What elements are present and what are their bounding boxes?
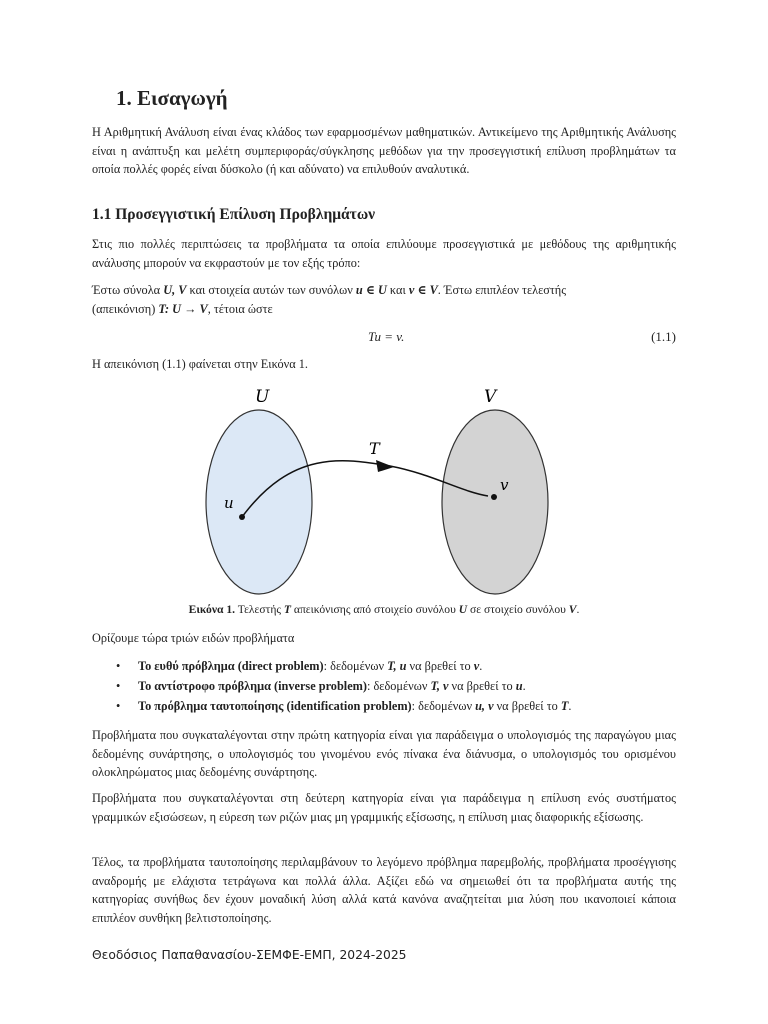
arrow-head — [376, 460, 394, 472]
page-footer: Θεοδόσιος Παπαθανασίου-ΣΕΜΦΕ-ΕΜΠ, 2024-2025 — [92, 948, 407, 962]
p3-text-6: , τέτοια ώστε — [207, 301, 273, 316]
label-V: V — [484, 387, 497, 407]
list-item-text: : δεδομένων — [323, 659, 388, 673]
caption-text-2: απεικόνισης από στοιχείο συνόλου — [290, 603, 459, 616]
bullet-icon: • — [116, 659, 121, 673]
paragraph-5: Ορίζουμε τώρα τριών ειδών προβλήματα — [92, 631, 295, 645]
caption-label: Εικόνα 1. — [188, 603, 236, 616]
list-item-title: Το ευθύ πρόβλημα (direct problem) — [138, 659, 324, 673]
p3-math-sets: U, V — [163, 283, 187, 297]
p3-text-2: και στοιχεία αυτών των συνόλων — [186, 283, 356, 297]
p3-text-4: . Έστω επιπλέον τελεστής — [437, 283, 567, 297]
caption-text-3: σε στοιχείο συνόλου — [467, 603, 569, 616]
p3-math-u: u ∈ U — [355, 283, 387, 297]
p3-text-1: Έστω σύνολα — [92, 283, 164, 297]
paragraph-8: Τέλος, τα προβλήματα ταυτοποίησης περιλαμβάνουν το λεγόμενο πρόβλημα παρεμβολής, προβλήματα προσέγγισης αναδρομής με ελάχιστα τετράγωνα και πολλά άλλα. Αξίζει εδώ να σημειωθεί ότι τα προβλήματα αυτής της κατηγορίας συνήθως δεν έχουν μοναδική λύση αλλά κατά κανόνα αναζητείται μια λύση που ικανοποιεί κάποια επιπλέον συνθήκη βελτιστοποίησης. — [92, 855, 676, 925]
list-item-end: . — [479, 659, 483, 673]
set-U-ellipse — [206, 410, 312, 594]
list-item-text: : δεδομένων — [411, 699, 476, 713]
label-U: U — [255, 387, 270, 407]
paragraph-3 — [92, 281, 676, 318]
label-T: T — [369, 439, 380, 458]
caption-math-U: U — [458, 603, 468, 616]
equation — [92, 329, 676, 347]
list-item — [116, 676, 676, 696]
problem-list — [116, 656, 676, 716]
caption-text-4: . — [576, 603, 580, 616]
paragraph-4: Η απεικόνιση (1.1) φαίνεται στην Εικόνα 1. — [92, 357, 308, 371]
point-v — [491, 494, 497, 500]
list-item — [116, 696, 676, 716]
list-item-title: Το πρόβλημα ταυτοποίησης (identification problem) — [138, 699, 412, 713]
paragraph-2: Στις πιο πολλές περιπτώσεις τα προβλήματα τα οποία επιλύουμε προσεγγιστικά με μεθόδους της αριθμητικής ανάλυσης μπορούν να εκφραστούν με τον εξής τρόπο: — [92, 237, 676, 270]
set-V-ellipse — [442, 410, 548, 594]
list-item — [116, 656, 676, 676]
figure-caption — [92, 603, 676, 616]
p3-math-operator: T: U → V — [158, 301, 208, 316]
intro-paragraph: Η Αριθμητική Ανάλυση είναι ένας κλάδος των εφαρμοσμένων μαθηματικών. Αντικείμενο της Αριθμητικής Ανάλυσης είναι η ανάπτυξη και μελέτη συμπεριφοράς/σύγκλησης μεθόδων για την προσεγγιστική επίλυση προβλημάτων τα οποία πολλές φορές είναι δύσκολο (ή και αδύνατο) να επιλυθούν αναλυτικά. — [92, 125, 676, 176]
list-item-target: T — [560, 699, 569, 713]
p3-text-3: και — [386, 283, 409, 297]
caption-math-V: V — [568, 603, 577, 616]
list-item-title: Το αντίστροφο πρόβλημα (inverse problem) — [138, 679, 368, 693]
subsection-title: 1.1 Προσεγγιστική Επίλυση Προβλημάτων — [92, 206, 376, 223]
label-u: u — [224, 494, 234, 512]
caption-text-1: Τελεστής — [235, 603, 284, 616]
list-item-rest: να βρεθεί το — [406, 659, 474, 673]
section-number: 1. — [116, 86, 132, 110]
paragraph-6: Προβλήματα που συγκαταλέγονται στην πρώτη κατηγορία είναι για παράδειγμα ο υπολογισμός της παραγώγου μιας δεδομένης συνάρτησης, ο υπολογισμός του γινομένου ενός πίνακα ένα διάνυσμα, ο υπολογισμός του ορισμένου ολοκληρώματος μιας δεδομένης συνάρτησης. — [92, 728, 676, 779]
equation-number: (1.1) — [651, 329, 676, 344]
list-item-given: T, u — [387, 659, 407, 673]
paragraph-7: Προβλήματα που συγκαταλέγονται στη δεύτερη κατηγορία είναι για παράδειγμα η επίλυση ενός συστήματος γραμμικών εξισώσεων, η εύρεση των ριζών μιας μη γραμμικής εξίσωσης, η επίλυση μιας διαφορικής εξίσωσης. — [92, 791, 676, 824]
mapping-figure — [202, 380, 562, 600]
section-title: Εισαγωγή — [137, 86, 228, 110]
p3-math-v: v ∈ V — [408, 283, 438, 297]
list-item-text: : δεδομένων — [367, 679, 431, 693]
list-item-given: T, v — [430, 679, 449, 693]
list-item-given: u, v — [475, 699, 494, 713]
p3-text-5: (απεικόνιση) — [92, 301, 159, 316]
label-v: v — [500, 476, 509, 494]
bullet-icon: • — [116, 699, 121, 713]
bullet-icon: • — [116, 679, 121, 693]
list-item-end: . — [522, 679, 526, 693]
section-heading — [116, 86, 228, 111]
list-item-end: . — [568, 699, 572, 713]
caption-math-T: T — [283, 603, 291, 616]
equation-body: Tu = v. — [368, 329, 405, 344]
list-item-rest: να βρεθεί το — [493, 699, 561, 713]
list-item-target: v — [473, 659, 480, 673]
list-item-rest: να βρεθεί το — [448, 679, 516, 693]
list-item-target: u — [515, 679, 523, 693]
